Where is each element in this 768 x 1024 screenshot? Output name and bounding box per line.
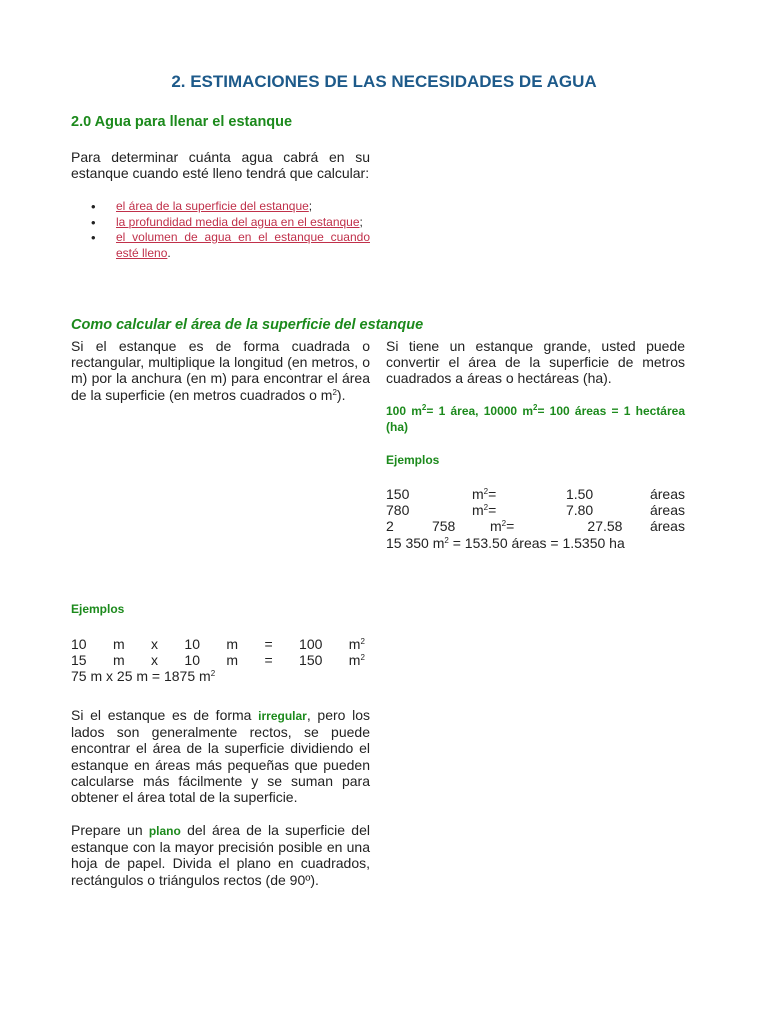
- conversion-part: 100 m: [386, 404, 422, 418]
- example-cell: =: [264, 636, 273, 652]
- example-row: [386, 502, 685, 518]
- example-row: [386, 518, 685, 534]
- intro-paragraph: Para determinar cuánta agua cabrá en su estanque cuando esté lleno tendrá que calcular:: [71, 149, 370, 182]
- example-result-unit: áreas: [649, 502, 685, 519]
- paragraph-text: Si el estanque es de forma: [71, 707, 259, 723]
- keyword-irregular: irregular: [258, 709, 307, 723]
- superscript: 2: [360, 653, 365, 663]
- superscript: 2: [483, 503, 489, 513]
- example-cell: m: [348, 636, 361, 652]
- page-title: 2. ESTIMACIONES DE LAS NECESIDADES DE AGUA: [171, 72, 597, 91]
- superscript: 2: [210, 669, 216, 679]
- example-eq: =: [488, 486, 497, 502]
- example-cell: 100: [299, 636, 323, 652]
- example-value: 2: [386, 518, 394, 535]
- left-paragraph-text: Si el estanque es de forma cuadrada o rectangular, multiplique la longitud (en metros, o m) por la anchura (en m) para encontrar el área de la superficie (en metros cuadrados o m: [71, 338, 370, 403]
- example-result-unit: áreas: [649, 486, 685, 502]
- superscript: 2: [533, 403, 538, 412]
- keyword-plano: plano: [148, 824, 181, 838]
- calc-list: [71, 199, 370, 261]
- superscript: 2: [483, 487, 489, 496]
- left-paragraph-tail: ).: [336, 386, 346, 403]
- plano-paragraph: [71, 822, 370, 888]
- left-paragraph: [71, 338, 370, 403]
- example-result: 1.50: [565, 486, 594, 502]
- paragraph-text: Prepare un: [71, 822, 149, 838]
- link-area[interactable]: el área de la superficie del estanque: [116, 199, 309, 213]
- example-cell: x: [151, 652, 159, 669]
- link-volumen[interactable]: el volumen de agua en el estanque cuando esté lleno: [116, 230, 370, 260]
- example-value: 758: [431, 518, 456, 535]
- right-examples: [386, 486, 685, 551]
- example-eq: =: [506, 518, 515, 535]
- irregular-paragraph: [71, 707, 370, 805]
- left-examples-label: Ejemplos: [71, 602, 125, 616]
- list-tail: ;: [308, 199, 313, 213]
- example-unit: m: [489, 518, 502, 535]
- example-row: [71, 652, 365, 668]
- section-heading-2-0: 2.0 Agua para llenar el estanque: [71, 114, 293, 130]
- list-item: [71, 199, 370, 215]
- example-eq: =: [488, 502, 497, 519]
- example-cell: 10: [71, 636, 87, 652]
- bullet-icon: •: [91, 230, 96, 245]
- example-cell: 10: [184, 652, 200, 669]
- example-cell: =: [264, 652, 273, 669]
- example-cell: 10: [184, 636, 200, 652]
- example-cell: m: [112, 636, 125, 652]
- conversion-rule: [386, 403, 685, 435]
- example-cell: m: [348, 652, 361, 669]
- example-result-unit: áreas: [649, 518, 685, 535]
- right-paragraph: Si tiene un estanque grande, usted puede convertir el área de la superficie de metros cuadrados a áreas o hectáreas (ha).: [386, 338, 685, 387]
- area-section-heading: Como calcular el área de la superficie del estanque: [71, 317, 424, 333]
- example-unit: m: [471, 502, 484, 519]
- conversion-part: = 100 áreas = 1 hectárea (ha): [386, 404, 685, 434]
- example-cell: 150: [299, 652, 323, 669]
- superscript: 2: [444, 535, 449, 545]
- bullet-icon: •: [91, 199, 96, 214]
- example-cell: 15: [71, 652, 87, 669]
- bullet-icon: •: [91, 214, 96, 230]
- paragraph-text: del área de la superficie del estanque con la mayor precisión posible en una hoja de papel. Divida el plano en cuadrados, rectángulos o triángulos rectos (de 90º).: [71, 822, 370, 888]
- paragraph-text: , pero los lados son generalmente rectos, se puede encontrar el área de la superficie dividiendo el estanque en áreas más pequeñas que pueden calcularse más fácilmente y se suman para obtener el área total de la superficie.: [71, 707, 370, 806]
- example-text: 15 350 m: [386, 534, 445, 551]
- superscript: 2: [501, 519, 507, 529]
- example-value: 780: [386, 502, 410, 519]
- left-examples: [71, 636, 365, 685]
- link-profundidad[interactable]: la profundidad media del agua en el estanque: [116, 214, 360, 229]
- example-text: 75 m x 25 m = 1875 m: [71, 668, 211, 685]
- example-unit: m: [471, 486, 484, 502]
- example-text: = 153.50 áreas = 1.5350 ha: [448, 534, 625, 551]
- example-result: 27.58: [587, 518, 623, 535]
- example-result: 7.80: [565, 502, 594, 519]
- example-cell: m: [112, 652, 125, 669]
- right-examples-label: Ejemplos: [386, 453, 440, 467]
- example-row: [71, 668, 365, 684]
- example-row: [386, 486, 685, 502]
- example-cell: x: [151, 636, 159, 652]
- list-tail: .: [167, 245, 171, 260]
- list-item: [71, 230, 370, 261]
- conversion-part: = 1 área, 10000 m: [426, 404, 533, 418]
- example-value: 150: [386, 486, 410, 502]
- superscript: 2: [360, 637, 365, 646]
- list-tail: ;: [359, 214, 363, 229]
- list-item: [71, 215, 370, 231]
- superscript: 2: [332, 387, 337, 397]
- example-row: [386, 535, 685, 551]
- example-cell: m: [226, 636, 239, 652]
- example-row: [71, 636, 365, 652]
- example-cell: m: [226, 652, 239, 669]
- superscript: 2: [421, 403, 427, 412]
